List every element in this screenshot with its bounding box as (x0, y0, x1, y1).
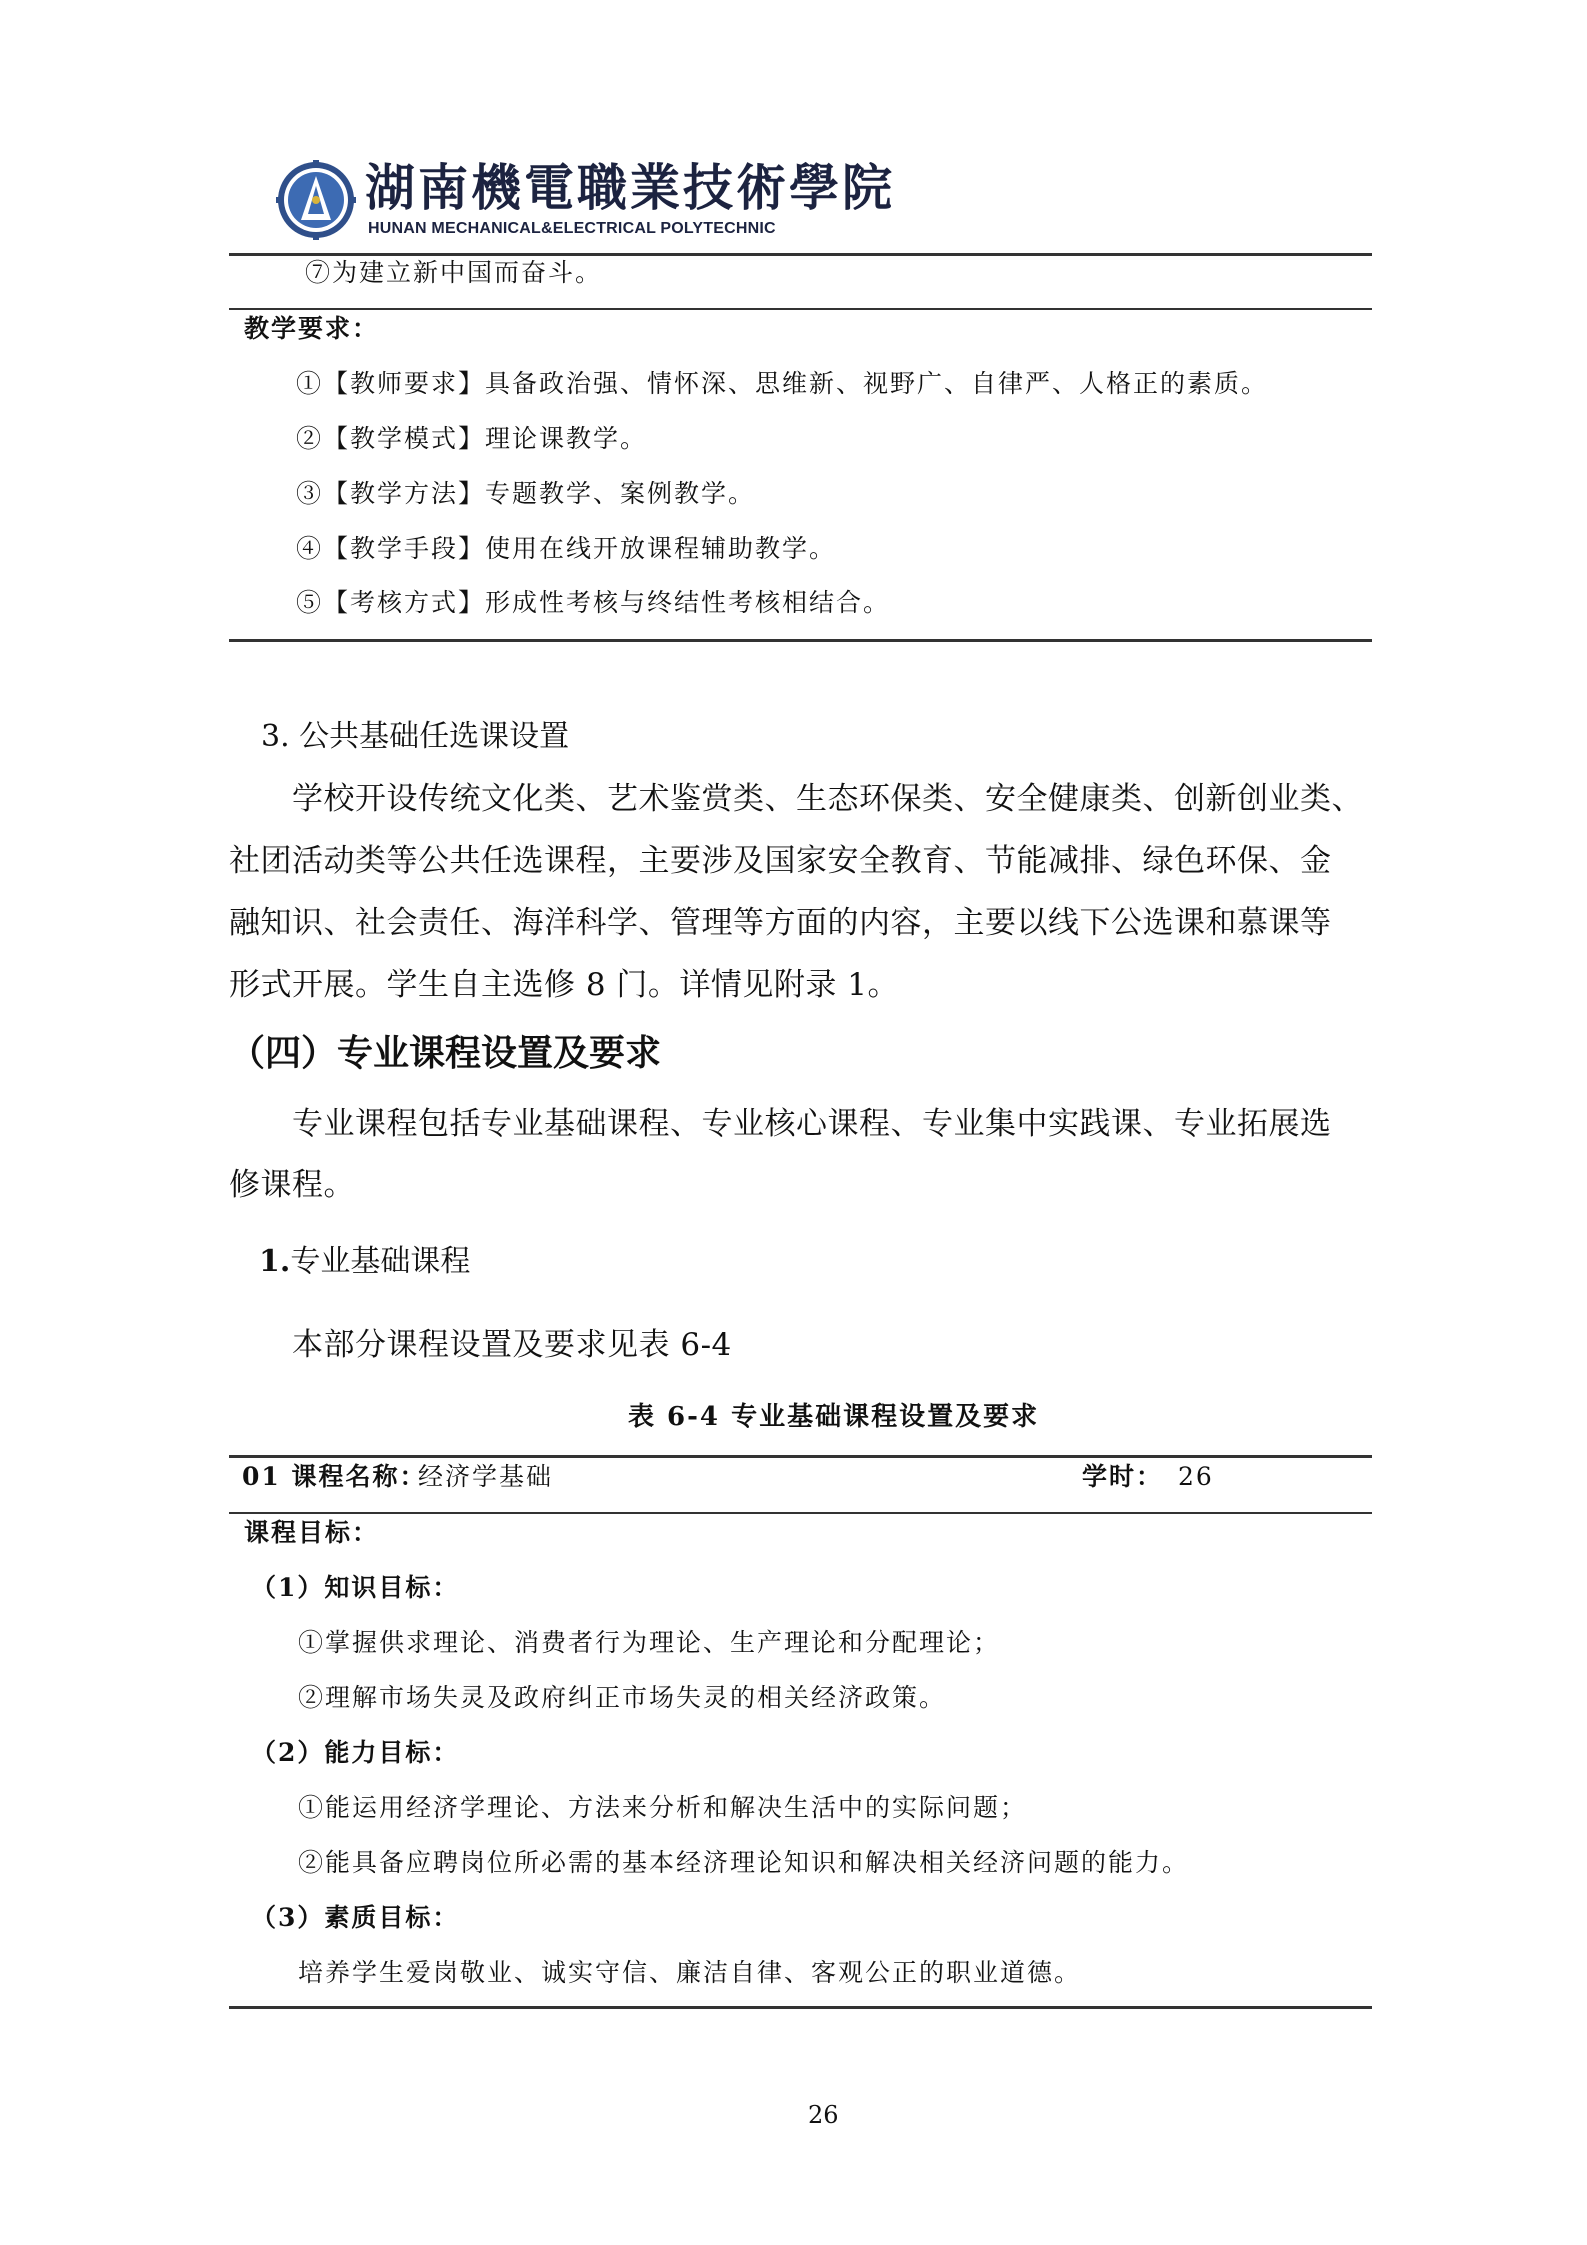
school-name-cn: 湖南機電職業技術學院 (365, 159, 895, 217)
course-table-inner-rule (229, 1512, 1372, 1514)
section-3-paragraph-line: 社团活动类等公共任选课程，主要涉及国家安全教育、节能减排、绿色环保、金 (229, 843, 1332, 879)
subsection-number: 1. (259, 1244, 291, 1279)
hours-value: 26 (1178, 1462, 1214, 1491)
hours-label: 学时： (1082, 1462, 1164, 1491)
section-3-paragraph-line: 形式开展。学生自主选修 8 门。详情见附录 1。 (229, 967, 900, 1003)
knowledge-objective-item: ①掌握供求理论、消费者行为理论、生产理论和分配理论； (298, 1628, 1001, 1657)
ability-objective-item: ②能具备应聘岗位所必需的基本经济理论知识和解决相关经济问题的能力。 (298, 1848, 1190, 1877)
requirement-item: ③【教学方法】专题教学、案例教学。 (296, 479, 756, 508)
requirement-item: ②【教学模式】理论课教学。 (296, 424, 648, 453)
school-name-en: HUNAN MECHANICAL&ELECTRICAL POLYTECHNIC (368, 220, 776, 237)
subsection-heading (259, 1242, 470, 1282)
objectives-label: 课程目标： (244, 1518, 380, 1547)
ability-objectives-label: （2）能力目标： (251, 1738, 460, 1767)
school-emblem-logo (276, 160, 356, 240)
section-3-heading: 3. 公共基础任选课设置 (261, 719, 570, 754)
section-4-paragraph-line: 专业课程包括专业基础课程、专业核心课程、专业集中实践课、专业拓展选 (292, 1106, 1332, 1142)
requirement-item: ④【教学手段】使用在线开放课程辅助教学。 (296, 534, 837, 563)
section-3-paragraph-line: 学校开设传统文化类、艺术鉴赏类、生态环保类、安全健康类、创新创业类、 (292, 781, 1363, 817)
subsection-title: 专业基础课程 (290, 1244, 471, 1279)
course-table-bottom-rule (229, 2006, 1372, 2009)
knowledge-objective-item: ②理解市场失灵及政府纠正市场失灵的相关经济政策。 (298, 1683, 947, 1712)
table-caption: 表 6-4 专业基础课程设置及要求 (628, 1402, 1040, 1432)
ability-objective-item: ①能运用经济学理论、方法来分析和解决生活中的实际问题； (298, 1793, 1028, 1822)
teaching-requirements-label: 教学要求： (244, 314, 380, 343)
section-3-paragraph-line: 融知识、社会责任、海洋科学、管理等方面的内容，主要以线下公选课和慕课等 (229, 905, 1332, 941)
quality-objectives-label: （3）素质目标： (251, 1903, 460, 1932)
see-table-note: 本部分课程设置及要求见表 6-4 (292, 1327, 732, 1363)
course-table-top-rule (229, 1455, 1372, 1458)
quality-objective-item: 培养学生爱岗敬业、诚实守信、廉洁自律、客观公正的职业道德。 (298, 1958, 1082, 1987)
requirement-item: ①【教师要求】具备政治强、情怀深、思维新、视野广、自律严、人格正的素质。 (296, 369, 1269, 398)
page-number: 26 (808, 2101, 839, 2129)
carry-over-line: ⑦为建立新中国而奋斗。 (305, 258, 603, 287)
course-name-value: 经济学基础 (418, 1462, 554, 1491)
knowledge-objectives-label: （1）知识目标： (251, 1573, 460, 1602)
section-4-heading: （四）专业课程设置及要求 (229, 1033, 662, 1074)
course-name-label: 01 课程名称： (242, 1462, 427, 1491)
table-bottom-rule (229, 639, 1372, 642)
table-inner-rule (229, 308, 1372, 310)
requirement-item: ⑤【考核方式】形成性考核与终结性考核相结合。 (296, 588, 891, 617)
section-4-paragraph-line: 修课程。 (229, 1167, 355, 1203)
